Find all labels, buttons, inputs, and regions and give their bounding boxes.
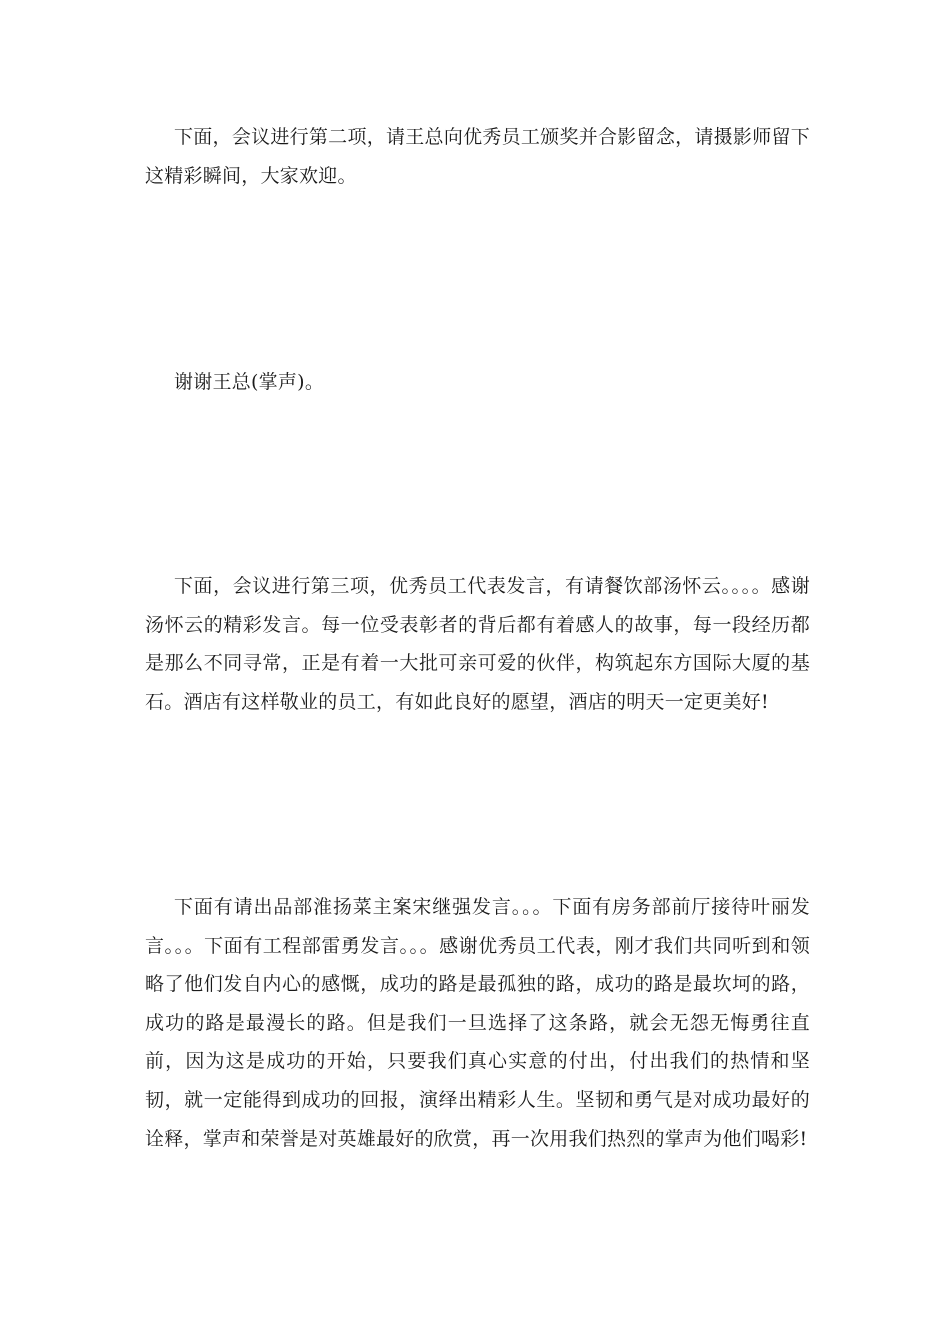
paragraph-employee-speech: 下面，会议进行第三项，优秀员工代表发言，有请餐饮部汤怀云。。。。感谢汤怀云的精彩发言。每一位受表彰者的背后都有着感人的故事，每一段经历都是那么不同寻常，正是有着一大批可亲可爱的伙伴，构筑起东方国际大厦的基石。酒店有这样敬业的员工，有如此良好的愿望，酒店的明天一定更美好!	[145, 575, 810, 713]
paragraph-representatives: 下面有请出品部淮扬菜主案宋继强发言。。。下面有房务部前厅接待叶丽发言。。。下面有工程部雷勇发言。。。感谢优秀员工代表，刚才我们共同听到和领略了他们发自内心的感慨，成功的路是最孤独的路，成功的路是最坎坷的路，成功的路是最漫长的路。但是我们一旦选择了这条路，就会无怨无悔勇往直前，因为这是成功的开始，只要我们真心实意的付出，付出我们的热情和坚韧，就一定能得到成功的回报，演绎出精彩人生。坚韧和勇气是对成功最好的诠释，掌声和荣誉是对英雄最好的欣赏，再一次用我们热烈的掌声为他们喝彩!	[145, 896, 810, 1150]
paragraph-thanks: 谢谢王总(掌声)。	[174, 371, 325, 393]
paragraph-award-ceremony: 下面，会议进行第二项，请王总向优秀员工颁奖并合影留念，请摄影师留下这精彩瞬间，大家欢迎。	[145, 126, 810, 187]
